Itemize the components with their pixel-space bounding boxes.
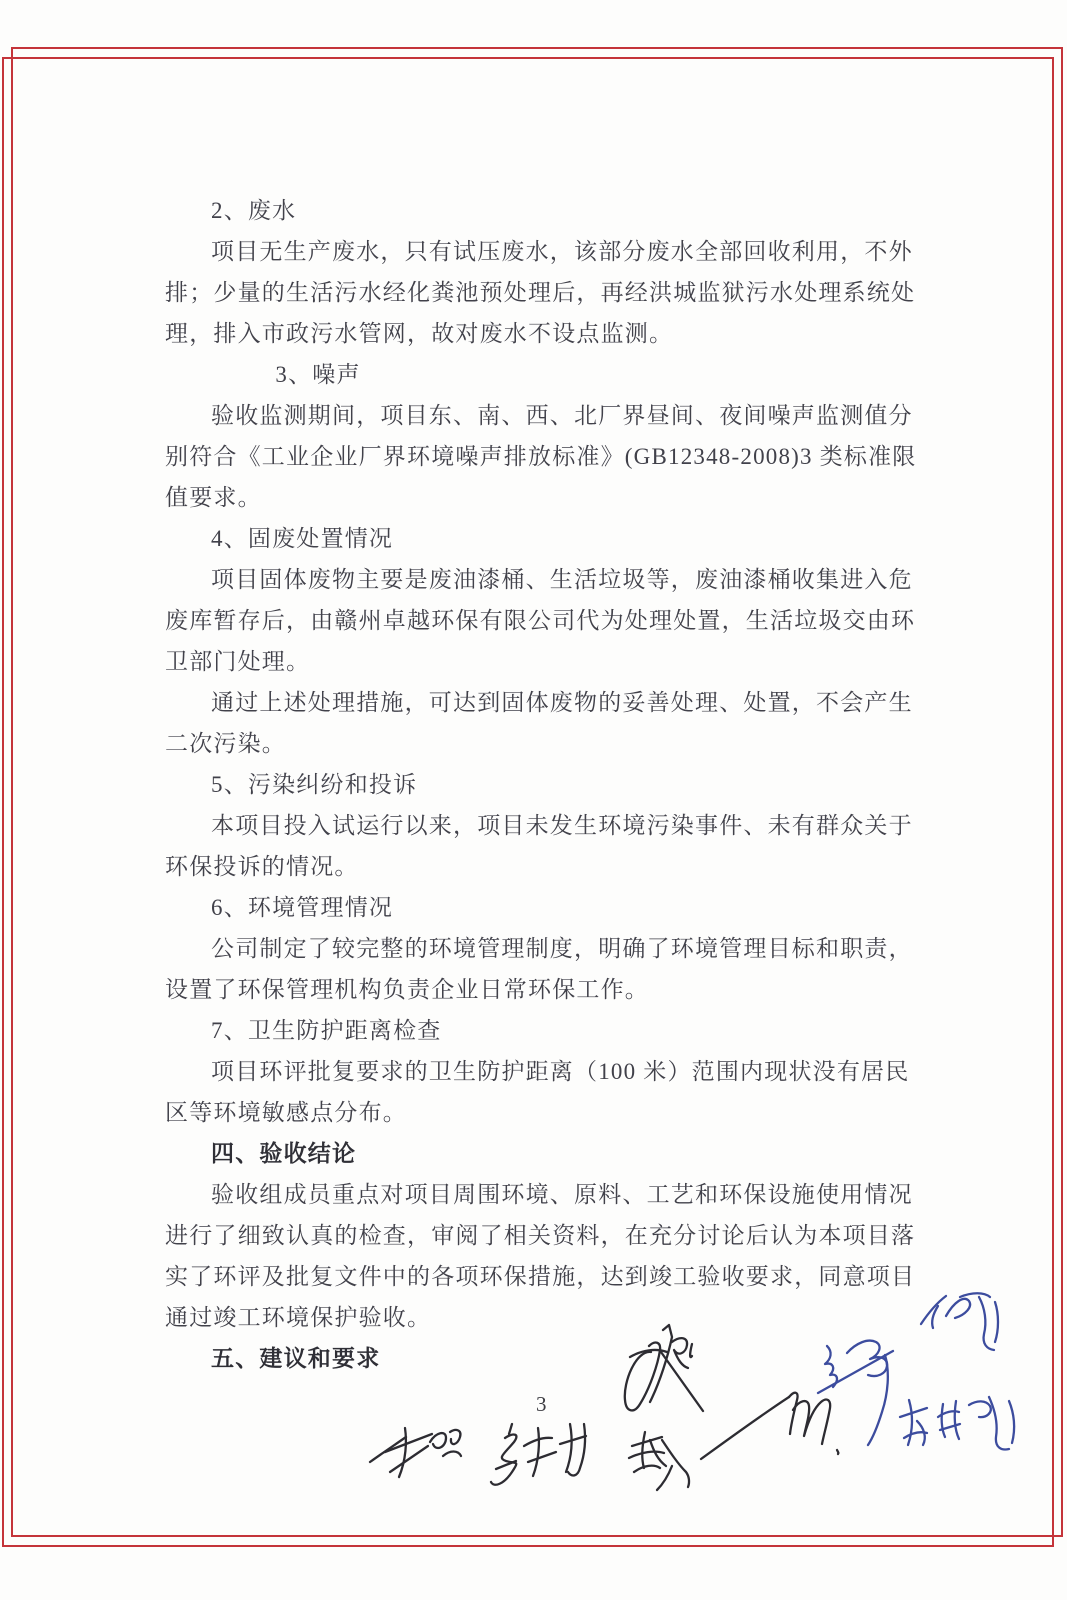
body-line: 设置了环保管理机构负责企业日常环保工作。 [165, 977, 649, 1002]
body-line: 实了环评及批复文件中的各项环保措施，达到竣工验收要求，同意项目 [165, 1264, 916, 1289]
handwritten-signature [491, 1424, 586, 1485]
handwritten-signature [625, 1325, 703, 1411]
sub-heading: 3、噪声 [275, 362, 361, 387]
body-line: 值要求。 [165, 485, 262, 510]
body-line: 别符合《工业企业厂界环境噪声排放标准》(GB12348-2008)3 类标准限 [165, 444, 917, 469]
document-body [165, 190, 917, 1379]
handwritten-signature [818, 1341, 893, 1445]
handwritten-signature [629, 1432, 689, 1490]
body-line: 进行了细致认真的检查，审阅了相关资料，在充分讨论后认为本项目落 [165, 1223, 916, 1248]
body-line: 项目无生产废水，只有试压废水，该部分废水全部回收利用，不外 [211, 239, 913, 264]
body-line: 废库暂存后，由赣州卓越环保有限公司代为处理处置，生活垃圾交由环 [165, 608, 916, 633]
body-line: 理，排入市政污水管网，故对废水不设点监测。 [165, 321, 674, 346]
handwritten-signature [370, 1428, 461, 1477]
page-number: 3 [536, 1392, 547, 1416]
body-line: 通过竣工环境保护验收。 [165, 1305, 432, 1330]
handwritten-signature [900, 1397, 1014, 1450]
body-line: 排；少量的生活污水经化粪池预处理后，再经洪城监狱污水处理系统处 [165, 280, 916, 305]
body-line: 验收监测期间，项目东、南、西、北厂界昼间、夜间噪声监测值分 [211, 403, 913, 428]
section-heading: 五、建议和要求 [211, 1346, 381, 1371]
body-line: 公司制定了较完整的环境管理制度，明确了环境管理目标和职责， [211, 936, 913, 961]
sub-heading: 4、固废处置情况 [211, 526, 394, 551]
section-heading: 四、验收结论 [211, 1141, 357, 1166]
handwritten-signature [701, 1393, 838, 1459]
body-line: 验收组成员重点对项目周围环境、原料、工艺和环保设施使用情况 [211, 1182, 913, 1207]
sub-heading: 2、废水 [211, 198, 297, 223]
body-line: 环保投诉的情况。 [165, 854, 359, 879]
handwritten-signature [921, 1293, 998, 1350]
body-line: 区等环境敏感点分布。 [165, 1100, 407, 1125]
body-line: 本项目投入试运行以来，项目未发生环境污染事件、未有群众关于 [211, 813, 913, 838]
body-line: 卫部门处理。 [165, 649, 311, 674]
signatures-overlay [360, 1255, 1030, 1505]
sub-heading: 7、卫生防护距离检查 [211, 1018, 442, 1043]
sub-heading: 6、环境管理情况 [211, 895, 394, 920]
body-line: 二次污染。 [165, 731, 286, 756]
body-line: 通过上述处理措施，可达到固体废物的妥善处理、处置，不会产生 [211, 690, 913, 715]
body-line: 项目固体废物主要是废油漆桶、生活垃圾等，废油漆桶收集进入危 [211, 567, 913, 592]
body-line: 项目环评批复要求的卫生防护距离（100 米）范围内现状没有居民 [211, 1059, 910, 1084]
sub-heading: 5、污染纠纷和投诉 [211, 772, 418, 797]
